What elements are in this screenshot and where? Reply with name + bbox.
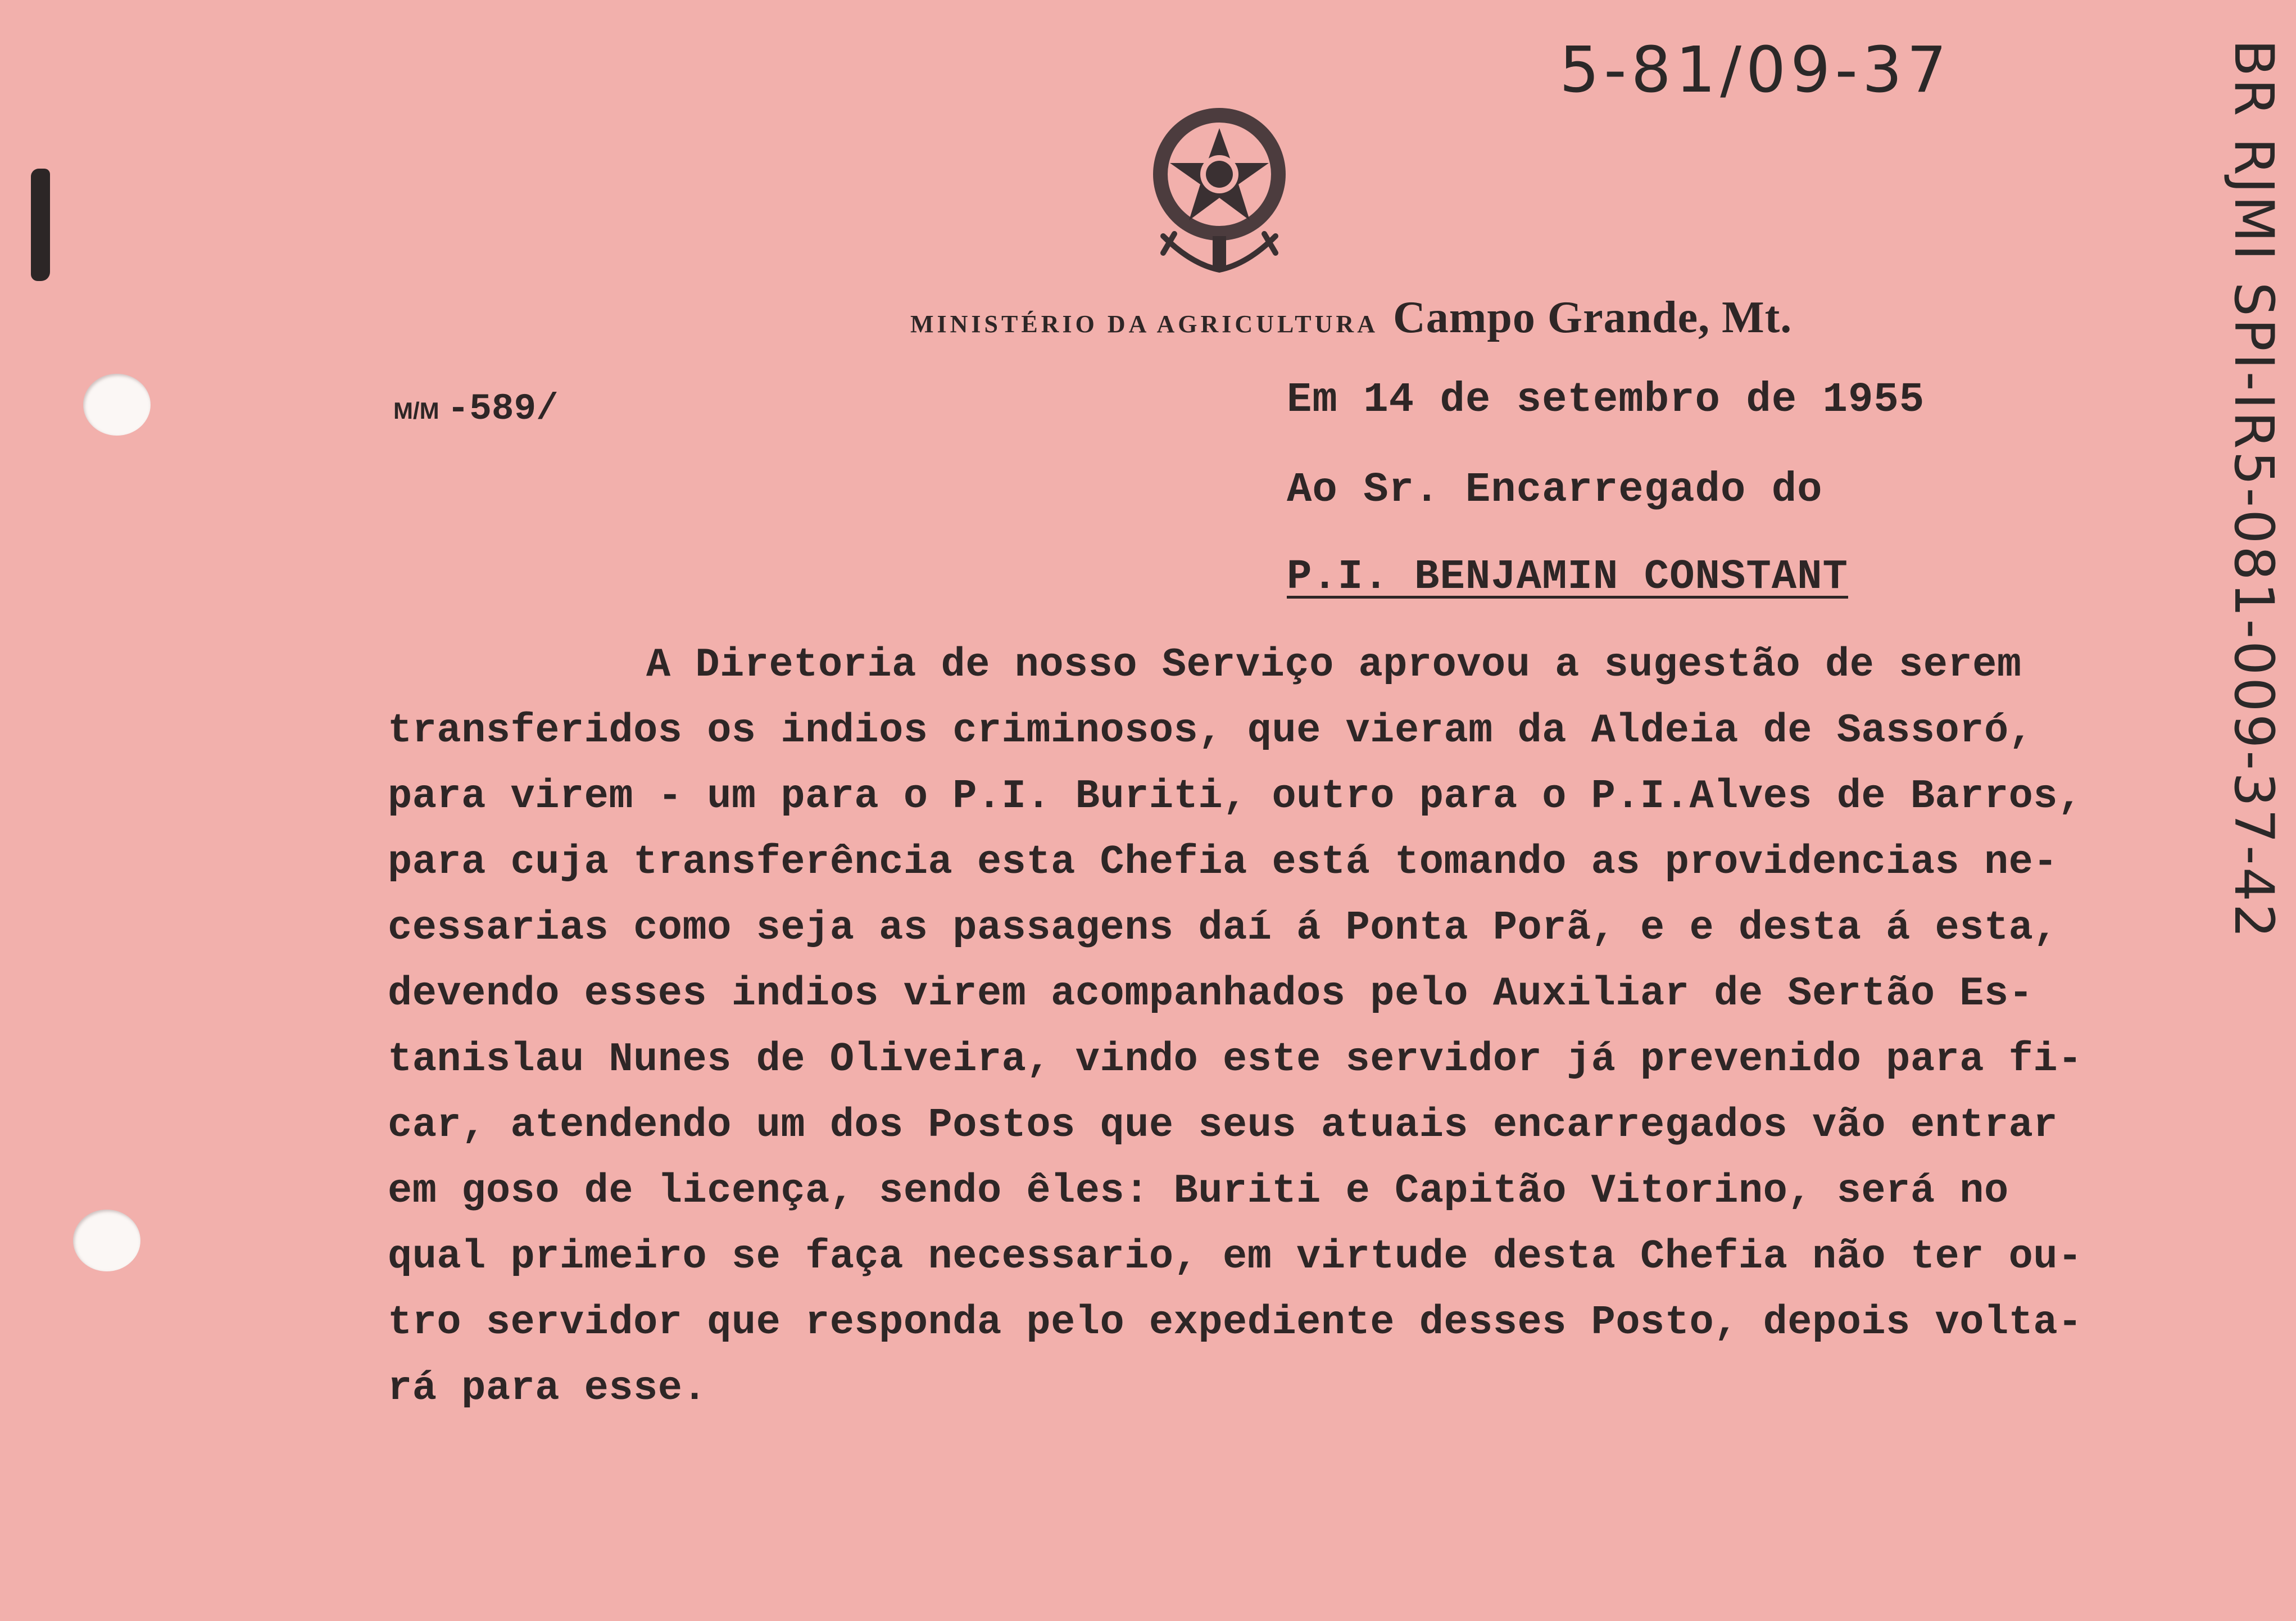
city: Campo Grande, Mt.: [1392, 293, 1793, 342]
body-line: para cuja transferência esta Chefia está tomando as providencias ne-: [388, 839, 2058, 885]
memo-prefix: M/M: [393, 397, 439, 424]
addressee-line: Ao Sr. Encarregado do: [1287, 467, 1823, 514]
handwritten-archive-code: BR RJMI SPI-IR5-081-009-37-42: [2222, 39, 2285, 940]
body-line: devendo esses indios virem acompanhados pelo Auxiliar de Sertão Es-: [388, 971, 2034, 1017]
letter-body: [388, 632, 2220, 1421]
body-line: rá para esse.: [388, 1365, 707, 1411]
letterhead: [910, 292, 1792, 343]
body-line: A Diretoria de nosso Serviço aprovou a sugestão de serem: [646, 642, 2022, 688]
body-line: tanislau Nunes de Oliveira, vindo este servidor já prevenido para fi-: [388, 1036, 2082, 1083]
addressee-post: P.I. BENJAMIN CONSTANT: [1287, 554, 1848, 601]
body-line: tro servidor que responda pelo expediente desses Posto, depois volta-: [388, 1299, 2082, 1346]
punch-hole-bottom: [73, 1210, 140, 1271]
body-line: em goso de licença, sendo êles: Buriti e Capitão Vitorino, será no: [388, 1168, 2009, 1214]
letter-date: Em 14 de setembro de 1955: [1287, 377, 1925, 424]
body-line: cessarias como seja as passagens daí á Ponta Porã, e e desta á esta,: [388, 905, 2058, 951]
body-line: para virem - um para o P.I. Buriti, outro para o P.I.Alves de Barros,: [388, 773, 2082, 819]
memo-number: -589/: [447, 388, 559, 430]
handwritten-reference-number: 5-81/09-37: [1559, 34, 1952, 107]
edge-ink-mark: [31, 169, 50, 281]
memo-reference: [393, 388, 559, 430]
punch-hole-top: [83, 374, 151, 436]
body-line: qual primeiro se faça necessario, em virtude desta Chefia não ter ou-: [388, 1234, 2082, 1280]
ministry-name: MINISTÉRIO DA AGRICULTURA: [910, 310, 1378, 338]
body-line: transferidos os indios criminosos, que vieram da Aldeia de Sassoró,: [388, 708, 2034, 754]
coat-of-arms-seal-icon: [1141, 101, 1298, 281]
body-line: car, atendendo um dos Postos que seus atuais encarregados vão entrar: [388, 1102, 2058, 1148]
